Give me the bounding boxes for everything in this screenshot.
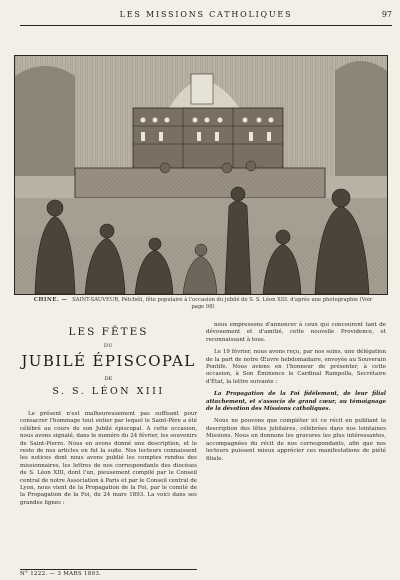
- title-line-2: DU: [103, 343, 114, 349]
- title-line-5: S. S. LÉON XIII: [52, 386, 165, 397]
- title-line-1: LES FÊTES: [68, 326, 149, 338]
- engraving-scene: [15, 56, 387, 294]
- right-paragraph-3: La Propagation de la Foi fidèlement, de leur filial attachement, et s'associe de grand cœur, au témoignage de la dévotion des Missions catholiques.: [206, 391, 386, 413]
- header-rule: [20, 25, 392, 26]
- right-paragraph-1: nous empressons d'annoncer à ceux qui concourent tant de dévouement et d'amitié, cette nouvelle Providence, et reconnaissant à tous.: [206, 322, 386, 343]
- footer-rule: [20, 569, 197, 570]
- right-paragraph-4: Nous ne pouvons que compléter ici ce récit en publiant la description des fêtes jubilaires, célébrées dans nos lointaines Missions. Nous en donnons les gravures les plus intéressantes, accompagnées du récit de nos correspondants, afin que nos lecteurs puissent mieux apprécier ces manifestations de piété filiale.: [206, 418, 386, 462]
- left-paragraph: Le présent n'est malheureusement pas suffisant pour consacrer l'hommage tout entier par lequel le Saint-Père a été célébré au cours de son Jubilé épiscopal. A cette occasion, nous avons signalé, dans le numéro du 24 février, les souvenirs de Saint-Pierre. Nous en avons donné une description, et le reste de nos articles en fut la suite. Nos lecteurs connaissent les notices dont nous avons publié les comptes rendus des missionnaires, les lettres de nos correspondants des diocèses de S. Léon XIII, dont l'un, pieusement compilé par le Conseil central de notre Association à Paris et par le Conseil central de Lyon, nous vient de la Propagation de la Foi, par le comité de la Propagation de la Foi, du 24 mars 1893. La voici dans ses grandes lignes :: [20, 411, 197, 506]
- caption-lead: CHINE. —: [33, 297, 68, 303]
- title-line-3: JUBILÉ ÉPISCOPAL: [21, 352, 196, 370]
- page-header: [20, 8, 392, 26]
- article-title: [20, 326, 197, 397]
- left-column: [20, 322, 197, 507]
- right-paragraph-2: Le 19 février, nous avons reçu, par nos soins, une délégation de la part de notre Œuvre hebdomadaire, envoyée au Souverain Pontife. Nous avions en l'honneur de présenter, à cette occasion, à Son Éminence le Cardinal Rampolla, Secrétaire d'État, la lettre suivante :: [206, 349, 386, 385]
- page-footer: [20, 569, 200, 578]
- right-column: [206, 322, 386, 468]
- issue-line: N° 1222. — 3 MARS 1893.: [20, 571, 102, 577]
- caption-text: SAINT-SAUVEUR, Pétchéli, fête populaire à l'occasion du jubilé de S. S. Léon XIII. d'après une photographie (Voir page 98): [72, 297, 373, 310]
- figure-caption: [28, 297, 378, 317]
- page-number: 97: [381, 10, 392, 19]
- title-line-4: DE: [104, 376, 113, 382]
- engraving-illustration: [14, 55, 388, 295]
- running-title: LES MISSIONS CATHOLIQUES: [119, 10, 293, 19]
